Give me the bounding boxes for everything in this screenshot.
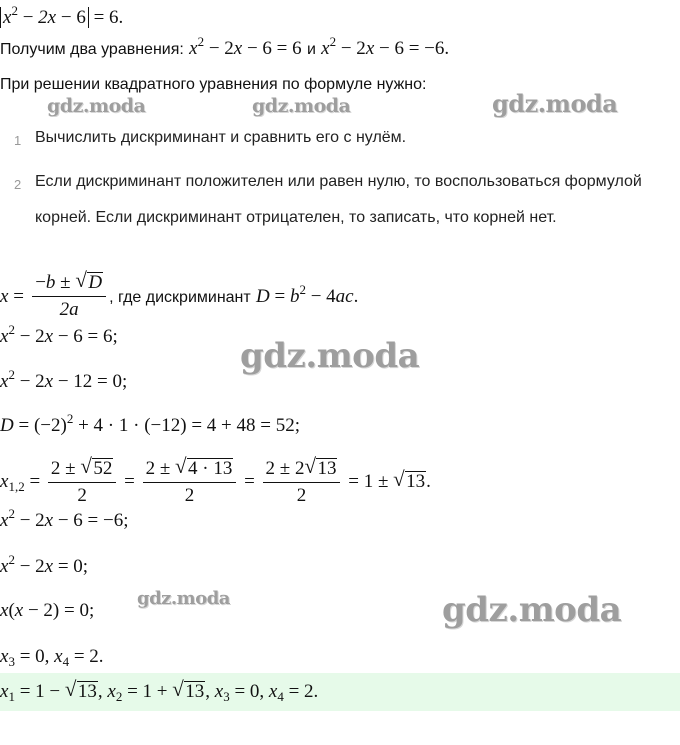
and-word: и [306,41,316,58]
list-number: 1 [14,133,22,148]
answer-line: $x_1 = 1$ − √ 13, $x_2 = 1$ + √ 13, $x_3 = 0$, $x_4 = 2$. [0,680,318,704]
watermark: gdz.moda [492,89,618,118]
discriminant-calc: $D = (-2)^2 + 4 \cdot 1 \cdot (-12) = 4 + 48 = 52$; [0,411,300,436]
list-text: Если дискриминант положителен или равен нулю, то воспользоваться формулой корней. Если дискриминант отрицателен, то записать, что корней нет. [35,173,642,226]
watermark: gdz.moda [137,588,230,609]
two-equations-line [0,34,450,62]
watermark: gdz.moda [252,95,351,117]
list-item [0,122,680,162]
watermark: gdz.moda [240,336,420,376]
watermark: gdz.moda [442,590,622,630]
equation-step-b: $x^2 - 2x - 12 = 0$; [0,367,128,392]
list-number: 2 [14,177,22,192]
discriminant-text: , где дискриминант [109,289,251,306]
equation-step-g: x(x − 2) = 0; [0,600,95,621]
quadratic-formula-line: x = $\frac{-b \pm √ D}{2a}$ , где дискриминант $D = b^2 - 4ac$. [0,270,358,325]
equation-step-h: $x_3 = 0$, $x_4 = 2$. [0,646,104,669]
instruction-text: При решении квадратного уравнения по формуле нужно: [0,76,427,93]
equation-step-a: $x^2 - 2x - 6 = 6$; [0,322,118,347]
list-item [0,166,680,276]
watermark: gdz.moda [47,95,146,117]
equation-step-f: $x^2 - 2x = 0$; [0,552,89,577]
roots-calc: $x_{1,2}$ = $\frac{2 \pm √ 52}{2}$ = $\frac{2 \pm √ 4 \cdot 13}{2}$ = $\frac{2 \pm 2√ 13}{2}$ = 1 ± √ 13. [0,454,431,510]
equation-step-e: $x^2 - 2x - 6 = -6$; [0,506,129,531]
equation-absolute-value: $x^2 - 2x - 6 = 6$. [0,6,123,30]
two-equations-text: Получим два уравнения: [0,41,184,58]
equation-negative: $x^2 - 2x - 6 = -6$. [321,34,450,59]
list-text: Вычислить дискриминант и сравнить его с нулём. [35,129,407,146]
equation-positive: $x^2 - 2x - 6 = 6$ [189,34,302,59]
